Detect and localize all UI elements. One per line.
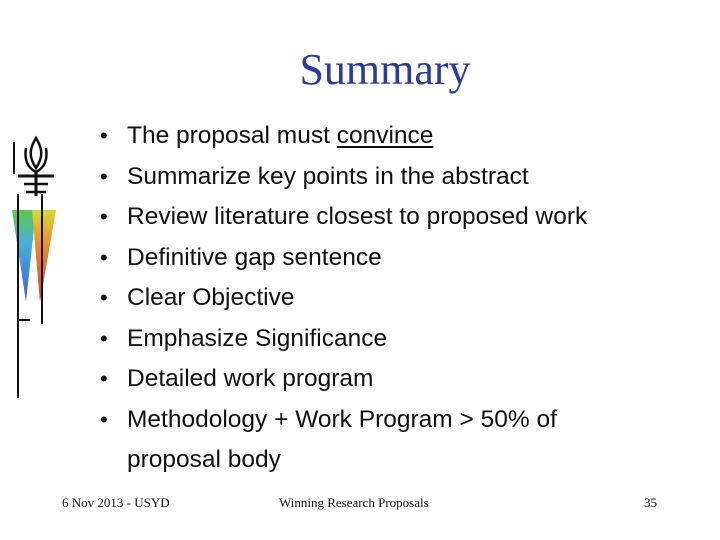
bullet-text: Clear Objective xyxy=(127,284,295,311)
bullet-item xyxy=(100,278,587,319)
bullet-icon: • xyxy=(100,204,108,229)
bullet-text: Emphasize Significance xyxy=(127,324,388,352)
bullet-text: Detailed work program xyxy=(127,365,374,392)
bullet-item xyxy=(100,319,587,360)
bullet-text: The proposal must xyxy=(127,122,337,149)
bullet-icon: • xyxy=(100,244,108,270)
bullet-icon: • xyxy=(100,163,108,189)
slide-title: Summary xyxy=(299,45,471,94)
bullet-item xyxy=(100,238,587,279)
bullet-icon: • xyxy=(100,325,108,351)
footer-date: 6 Nov 2013 - USYD xyxy=(62,495,170,510)
bullet-text: Definitive gap sentence xyxy=(127,243,382,271)
bullet-item xyxy=(100,116,587,157)
bullet-item xyxy=(100,157,587,198)
bullet-item xyxy=(100,359,587,400)
bullet-text: Methodology + Work Program > 50% of xyxy=(127,405,557,433)
bullet-icon: • xyxy=(100,285,108,310)
bullet-icon: • xyxy=(100,366,108,391)
bullet-icon: • xyxy=(100,123,108,148)
footer-title: Winning Research Proposals xyxy=(279,495,429,510)
bullet-text: Summarize key points in the abstract xyxy=(127,162,529,190)
institution-emblem-icon xyxy=(6,134,66,402)
bullet-icon: • xyxy=(100,406,108,432)
bullet-text: Review literature closest to proposed work xyxy=(127,203,588,230)
slide-number: 35 xyxy=(644,495,657,510)
bullet-underlined-text: convince xyxy=(336,122,434,149)
bullet-list xyxy=(100,116,587,481)
bullet-continuation-text: proposal body xyxy=(127,446,281,473)
bullet-item xyxy=(100,400,587,481)
bullet-item xyxy=(100,197,587,238)
